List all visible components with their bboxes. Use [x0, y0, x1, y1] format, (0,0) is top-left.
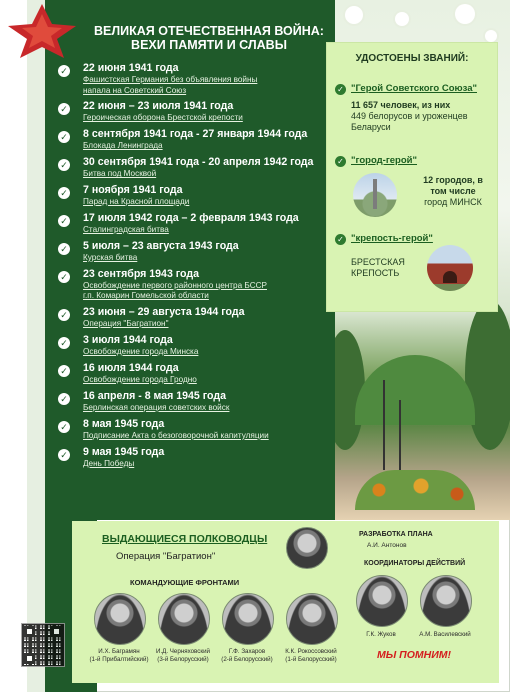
- rokossovsky-portrait: [286, 593, 338, 645]
- fortress-name-line-2: КРЕПОСТЬ: [351, 268, 400, 278]
- tree: [465, 300, 510, 450]
- check-icon: ✓: [335, 84, 346, 95]
- timeline-item: [58, 240, 328, 264]
- commander-name: И.Д. Черняховский: [156, 648, 210, 655]
- timeline-item: [58, 446, 328, 470]
- qr-code-icon[interactable]: [21, 623, 65, 667]
- event-description: Освобождение города Минска: [83, 347, 199, 357]
- honor-hero-city: [335, 155, 491, 166]
- honor-count: 11 657 человек, из них: [351, 100, 451, 110]
- timeline-item: [58, 184, 328, 208]
- event-description: Подписание Акта о безоговорочной капитуляции: [83, 430, 269, 440]
- we-remember-slogan: МЫ ПОМНИМ!: [377, 649, 452, 661]
- event-description: Берлинская операция советских войск: [83, 402, 230, 412]
- honor-label: "крепость-герой": [351, 233, 433, 244]
- honor-label: "Герой Советского Союза": [351, 83, 477, 94]
- check-icon: ✓: [58, 215, 70, 227]
- check-icon: ✓: [58, 449, 70, 461]
- blossom: [485, 30, 497, 42]
- star-logo-icon: [2, 2, 88, 60]
- check-icon: ✓: [58, 65, 70, 77]
- event-date: 16 июля 1944 года: [83, 361, 179, 374]
- event-description: Фашистская Германия без объявления войны: [83, 75, 258, 84]
- operation-name: Операция "Багратион": [116, 551, 216, 562]
- left-stripe: [0, 0, 45, 692]
- flower-bed: [355, 470, 475, 510]
- timeline-list: [58, 62, 328, 473]
- event-description: Парад на Красной площади: [83, 197, 190, 207]
- event-date: 22 июня – 23 июля 1941 года: [83, 100, 234, 113]
- event-description: Курская битва: [83, 252, 138, 262]
- event-description: Битва под Москвой: [83, 169, 157, 179]
- commander-front: (3-й Белорусский): [157, 655, 209, 663]
- check-icon: ✓: [58, 131, 70, 143]
- lamp-post: [383, 380, 385, 470]
- event-date: 5 июля – 23 августа 1943 года: [83, 239, 239, 252]
- honor-city-text: [413, 175, 493, 208]
- event-description: Освобождение первого районного центра БССР: [83, 280, 267, 290]
- timeline-item: [58, 268, 328, 302]
- check-icon: ✓: [58, 243, 70, 255]
- brest-fortress-image: [427, 245, 473, 291]
- event-description: Освобождение города Гродно: [83, 374, 197, 384]
- honor-label: "город-герой": [351, 155, 418, 166]
- fortress-text: [351, 257, 405, 279]
- timeline-item: [58, 306, 328, 330]
- coordinator-name: Г.К. Жуков: [366, 631, 396, 638]
- honors-box: [326, 42, 498, 312]
- plan-title: РАЗРАБОТКА ПЛАНА: [359, 531, 433, 538]
- honor-detail: 449 белорусов и уроженцев: [351, 111, 468, 121]
- honor-hero-fortress: [335, 233, 491, 244]
- coordinator-caption: [405, 631, 485, 639]
- check-icon: ✓: [335, 234, 346, 245]
- commanders-box: [72, 521, 499, 683]
- timeline-item: [58, 390, 328, 414]
- event-date: 7 ноября 1941 года: [83, 184, 183, 197]
- title-line-1: ВЕЛИКАЯ ОТЕЧЕСТВЕННАЯ ВОЙНА:: [94, 24, 324, 38]
- coordinators-title: КООРДИНАТОРЫ ДЕЙСТВИЙ: [364, 560, 466, 567]
- front-commanders-title: КОМАНДУЮЩИЕ ФРОНТАМИ: [130, 578, 240, 587]
- event-description-line-2: г.п. Комарин Гомельской области: [83, 291, 209, 301]
- event-description: Героическая оборона Брестской крепости: [83, 113, 243, 123]
- commander-front: (1-й Прибалтийский): [89, 655, 149, 663]
- check-icon: ✓: [58, 309, 70, 321]
- event-date: 22 июня 1941 года: [83, 62, 179, 74]
- event-date: 8 мая 1945 года: [83, 417, 165, 430]
- fortress-name: БРЕСТСКАЯ: [351, 257, 405, 267]
- timeline-item: [58, 156, 328, 180]
- event-date: 30 сентября 1941 года - 20 апреля 1942 года: [83, 156, 314, 169]
- event-date: 16 апреля - 8 мая 1945 года: [83, 389, 226, 402]
- coordinator-name: А.М. Василевский: [419, 631, 471, 638]
- commander-front: (2-й Белорусский): [221, 655, 273, 663]
- antonov-portrait: [286, 527, 328, 569]
- event-date: 23 сентября 1943 года: [83, 267, 200, 280]
- chernyakhovsky-portrait: [158, 593, 210, 645]
- commanders-title: ВЫДАЮЩИЕСЯ ПОЛКОВОДЦЫ: [102, 533, 268, 545]
- commander-name: И.Х. Баграмян: [98, 648, 140, 655]
- timeline-item: [58, 212, 328, 236]
- blossom: [395, 12, 409, 26]
- event-description: Сталинградская битва: [83, 224, 169, 234]
- honor-hero: [335, 83, 491, 133]
- minsk-obelisk-image: [353, 173, 397, 217]
- zakharov-portrait: [222, 593, 274, 645]
- check-icon: ✓: [58, 365, 70, 377]
- plan-author: А.И. Антонов: [367, 542, 407, 549]
- title-line-2: ВЕХИ ПАМЯТИ И СЛАВЫ: [131, 38, 287, 52]
- check-icon: ✓: [58, 393, 70, 405]
- check-icon: ✓: [58, 271, 70, 283]
- lamp-post: [399, 400, 401, 470]
- check-icon: ✓: [58, 421, 70, 433]
- check-icon: ✓: [335, 156, 346, 167]
- event-date: 9 мая 1945 года: [83, 445, 165, 458]
- timeline-item: [58, 128, 328, 152]
- event-description-line-2: напала на Советский Союз: [83, 85, 187, 95]
- blossom: [455, 4, 475, 24]
- check-icon: ✓: [58, 159, 70, 171]
- timeline-item: [58, 334, 328, 358]
- event-date: 3 июля 1944 года: [83, 334, 173, 347]
- mound-of-glory: [355, 355, 475, 425]
- bagramyan-portrait: [94, 593, 146, 645]
- city-detail: город МИНСК: [424, 197, 482, 207]
- page-title: [94, 24, 324, 52]
- city-count: 12 городов, в: [423, 175, 483, 185]
- event-date: 17 июля 1942 года – 2 февраля 1943 года: [83, 211, 299, 224]
- event-date: 23 июня – 29 августа 1944 года: [83, 306, 245, 319]
- timeline-item: [58, 362, 328, 386]
- event-description: Операция "Багратион": [83, 319, 169, 329]
- check-icon: ✓: [58, 187, 70, 199]
- timeline-item: [58, 100, 328, 124]
- blossom: [345, 6, 363, 24]
- event-description: День Победы: [83, 458, 135, 468]
- check-icon: ✓: [58, 337, 70, 349]
- timeline-item: [58, 62, 328, 96]
- city-count-line-2: том числе: [430, 186, 476, 196]
- commander-front: (1-й Белорусский): [285, 655, 337, 663]
- vasilevsky-portrait: [420, 575, 472, 627]
- zhukov-portrait: [356, 575, 408, 627]
- commander-name: К.К. Рокоссовский: [285, 648, 337, 655]
- check-icon: ✓: [58, 103, 70, 115]
- honors-title: УДОСТОЕНЫ ЗВАНИЙ:: [355, 53, 469, 64]
- timeline-item: [58, 418, 328, 442]
- event-date: 8 сентября 1941 года - 27 января 1944 года: [83, 128, 308, 141]
- commander-caption: [271, 648, 351, 663]
- commander-name: Г.Ф. Захаров: [228, 648, 266, 655]
- event-description: Блокада Ленинграда: [83, 141, 163, 151]
- honor-detail-line-2: Беларуси: [351, 122, 391, 132]
